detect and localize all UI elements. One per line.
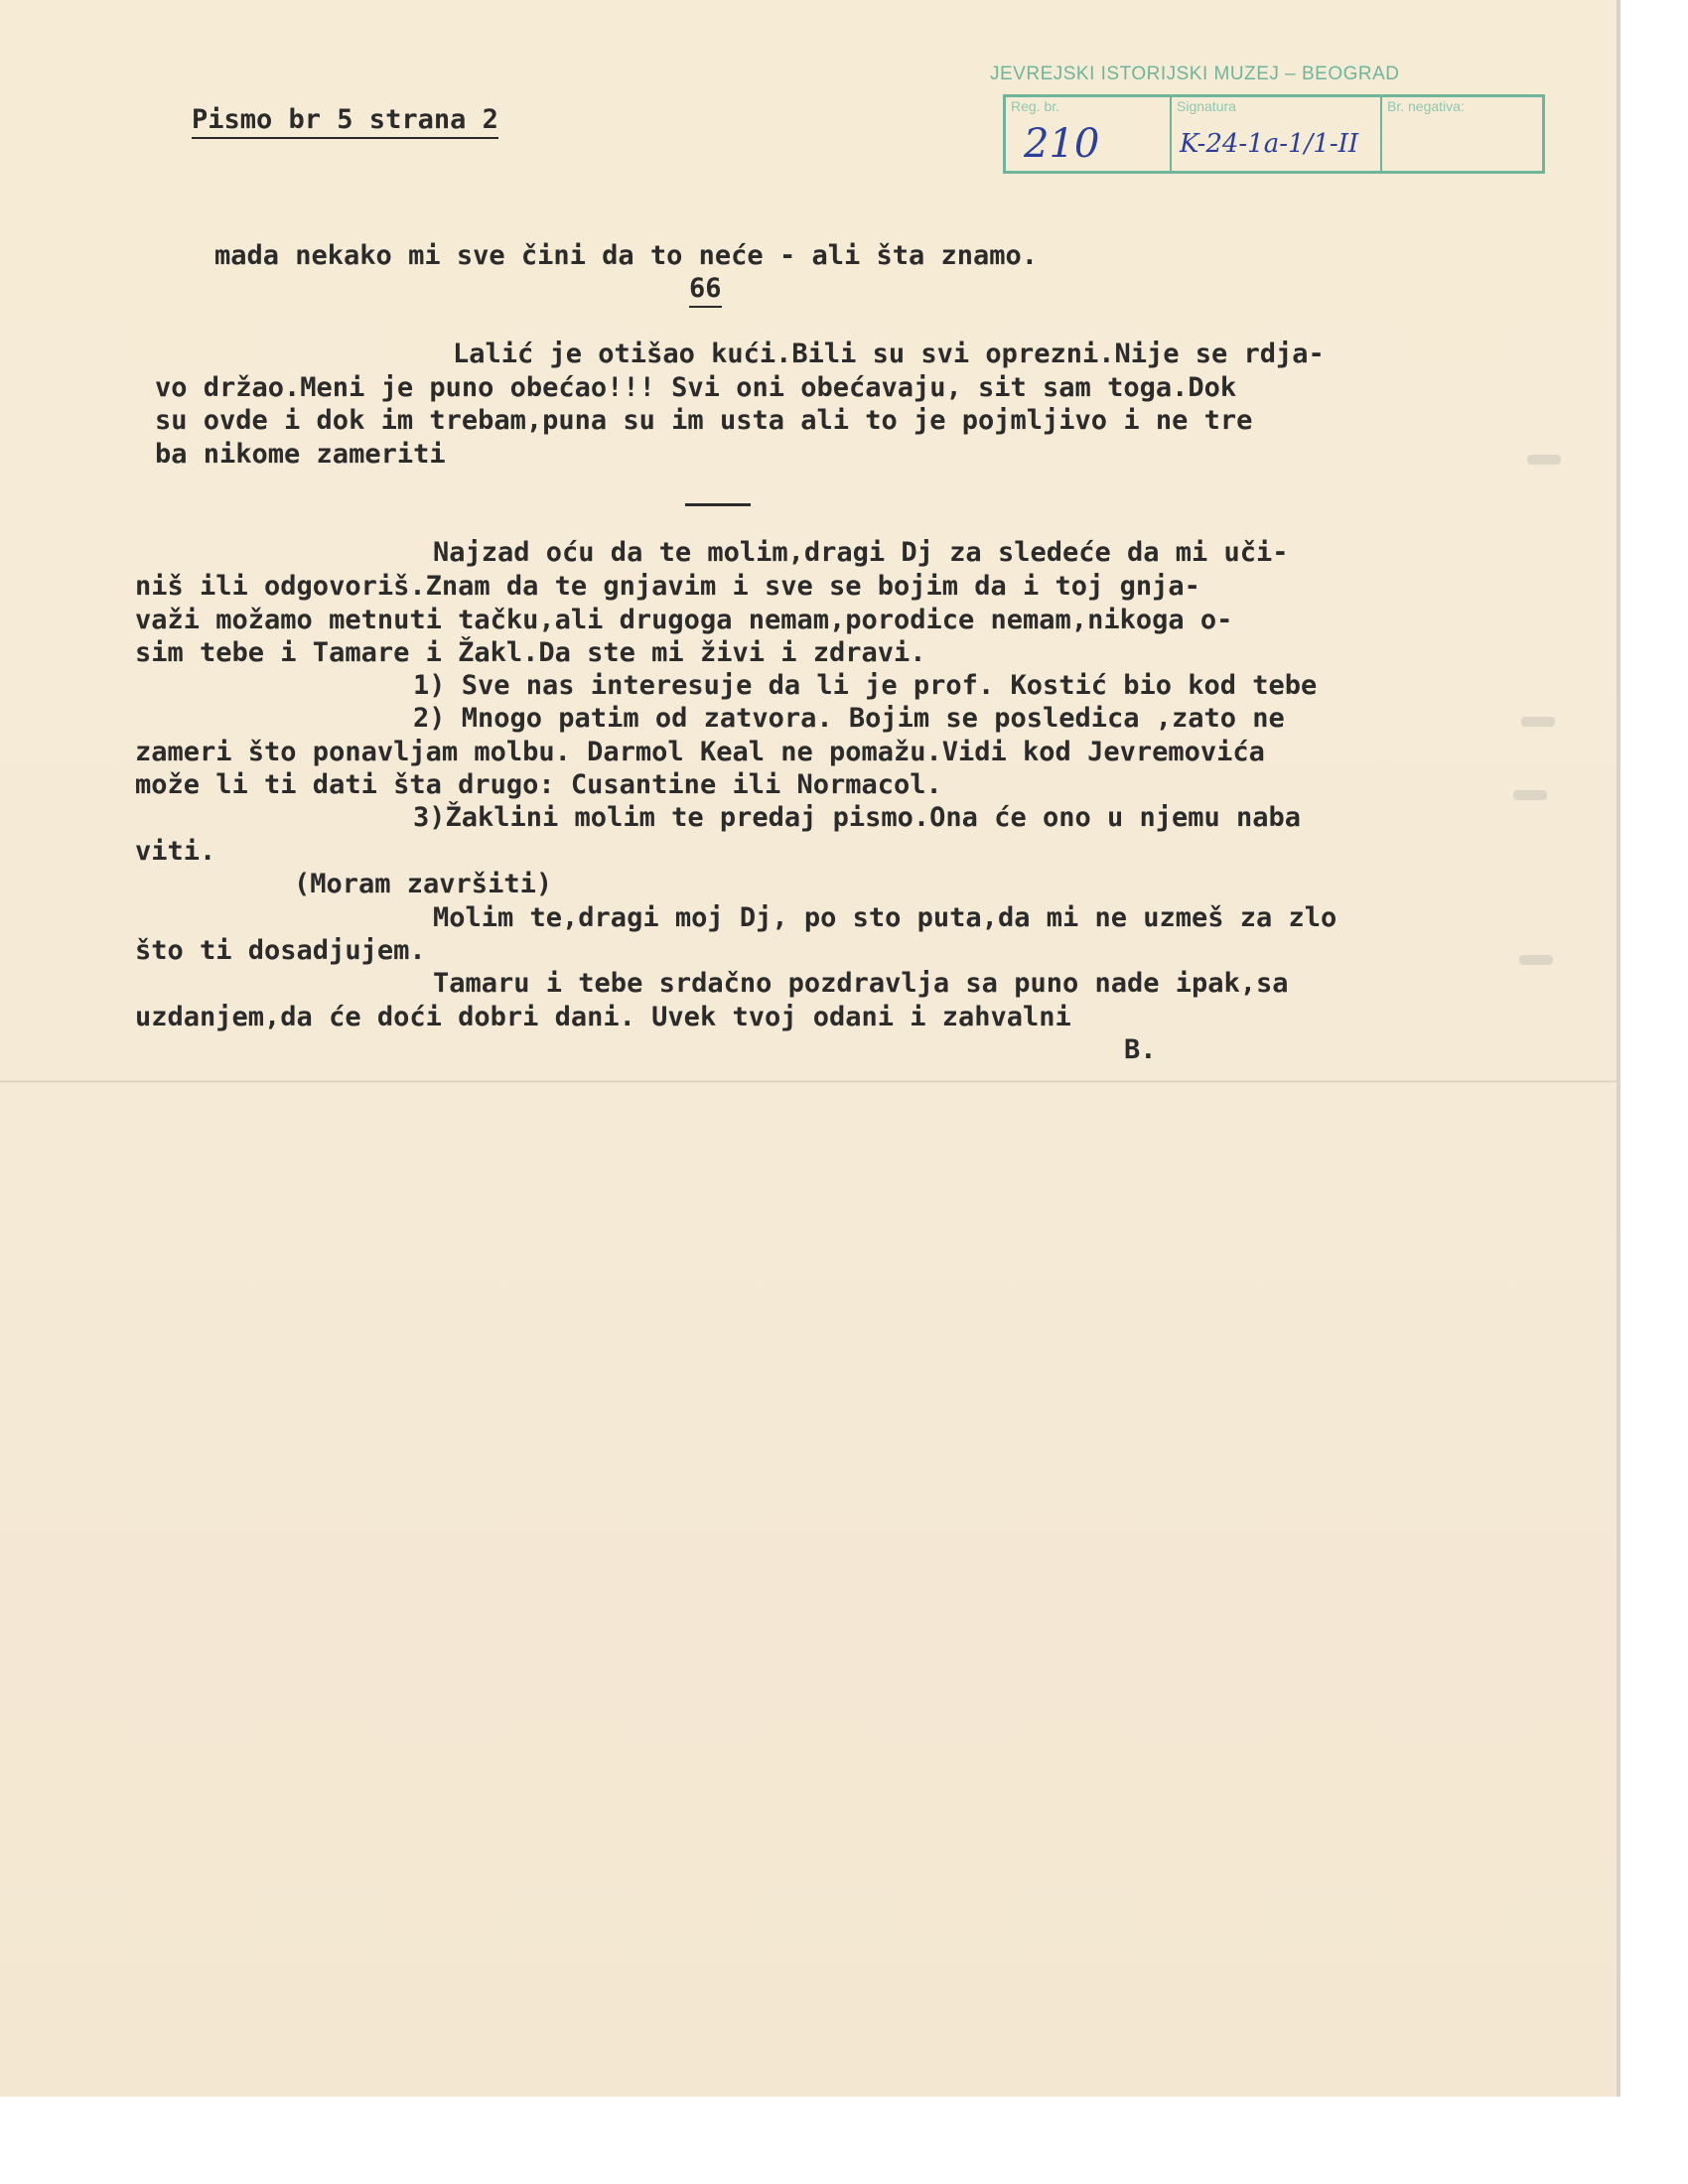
list-item: 1) Sve nas interesuje da li je prof. Kostić bio kod tebe — [413, 670, 1318, 701]
note-line: (Moram završiti) — [294, 869, 553, 899]
section-number: 66 — [689, 272, 722, 308]
stamp-reg-value: 210 — [1024, 121, 1100, 167]
section-divider — [685, 503, 751, 506]
paper-speck — [1521, 717, 1555, 727]
body-line: niš ili odgovoriš.Znam da te gnjavim i sve se bojim da i toj gnja- — [135, 571, 1200, 602]
paper-speck — [1527, 455, 1561, 465]
stamp-negativ-label: Br. negativa: — [1387, 98, 1465, 114]
paper-speck — [1513, 790, 1547, 800]
body-line: mada nekako mi sve čini da to neće - ali šta znamo. — [214, 240, 1039, 271]
body-line: Lalić je otišao kući.Bili su svi oprezni.Nije se rdja- — [453, 339, 1325, 369]
body-line: važi možamo metnuti tačku,ali drugoga nemam,porodice nemam,nikoga o- — [135, 605, 1233, 635]
list-item: 3)Žaklini molim te predaj pismo.Ona će ono u njemu naba — [413, 802, 1302, 833]
body-line: su ovde i dok im trebam,puna su im usta ali to je pojmljivo i ne tre — [155, 405, 1253, 436]
list-item: viti. — [135, 836, 216, 867]
body-line: ba nikome zameriti — [155, 439, 446, 470]
stamp-reg-label: Reg. br. — [1011, 98, 1060, 114]
paper-fold — [0, 1080, 1617, 1083]
page-edge — [1617, 0, 1620, 2097]
body-line: sim tebe i Tamare i Žakl.Da ste mi živi i zdravi. — [135, 637, 926, 668]
stamp-signatura-label: Signatura — [1177, 98, 1236, 114]
body-line: uzdanjem,da će doći dobri dani. Uvek tvoj odani i zahvalni — [135, 1002, 1071, 1032]
list-item: može li ti dati šta drugo: Cusantine ili Normacol. — [135, 769, 942, 800]
body-line: Tamaru i tebe srdačno pozdravlja sa puno nade ipak,sa — [433, 968, 1289, 999]
list-item: 2) Mnogo patim od zatvora. Bojim se posledica ,zato ne — [413, 703, 1285, 734]
body-line: vo držao.Meni je puno obećao!!! Svi oni obećavaju, sit sam toga.Dok — [155, 372, 1237, 403]
stamp-negativ-cell — [1380, 97, 1542, 171]
list-item: zameri što ponavljam molbu. Darmol Keal ne pomažu.Vidi kod Jevremovića — [135, 737, 1265, 767]
signature: B. — [1124, 1034, 1157, 1065]
stamp-signatura-value: K-24-1a-1/1-II — [1180, 129, 1359, 159]
body-line: Najzad oću da te molim,dragi Dj za sledeće da mi uči- — [433, 537, 1289, 568]
body-line: Molim te,dragi moj Dj, po sto puta,da mi ne uzmeš za zlo — [433, 902, 1337, 933]
stamp-signatura-cell — [1170, 97, 1380, 171]
museum-stamp — [1003, 94, 1545, 174]
stamp-institution: JEVREJSKI ISTORIJSKI MUZEJ – BEOGRAD — [990, 64, 1400, 84]
stamp-reg-cell — [1006, 97, 1170, 171]
page-title: Pismo br 5 strana 2 — [192, 103, 498, 139]
body-line: što ti dosadjujem. — [135, 935, 426, 966]
paper-speck — [1519, 955, 1553, 965]
